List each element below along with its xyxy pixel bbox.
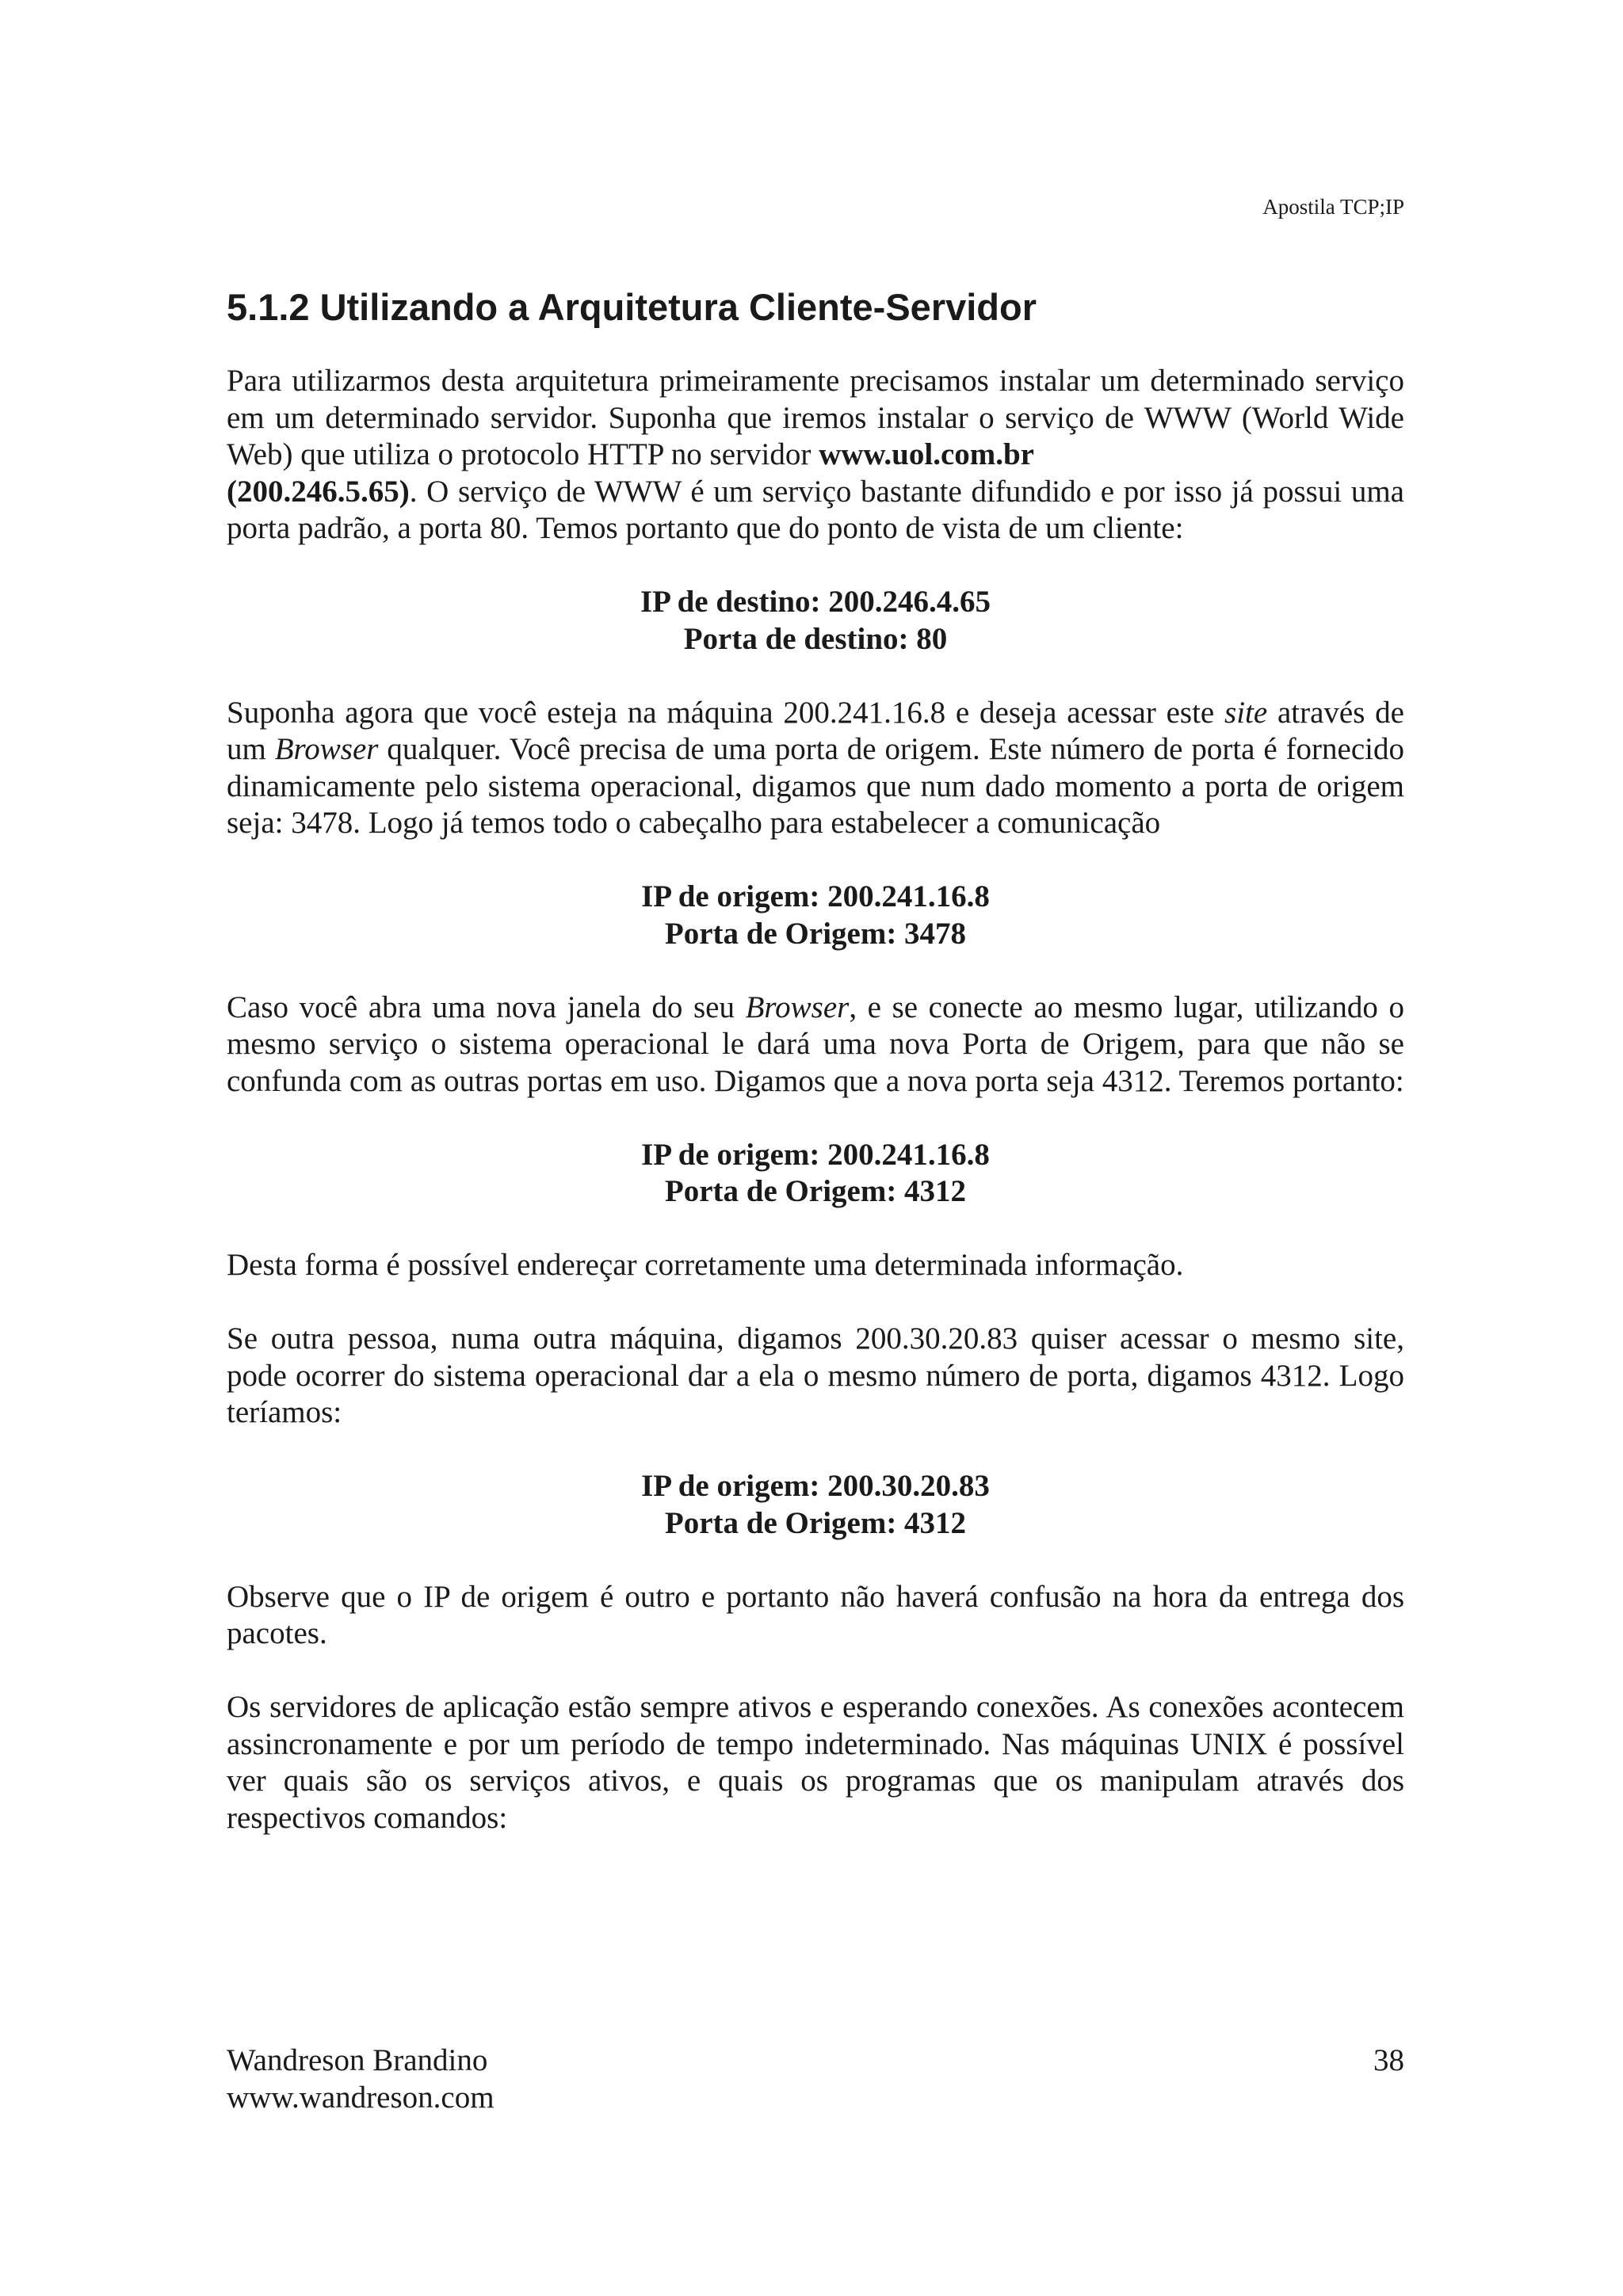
paragraph-servers: Os servidores de aplicação estão sempre ativos e esperando conexões. As conexões acontecem assincronamente e por um período de tempo indeterminado. Nas máquinas UNIX é possível ver quais são os serviços ativos, e quais os programas que os manipulam através dos respectivos comandos: <box>227 1690 1404 1835</box>
origin-ip-3: IP de origem: 200.30.20.83 <box>641 1469 990 1503</box>
site-term: site <box>1224 695 1268 730</box>
server-hostname: www.uol.com.br <box>819 437 1034 471</box>
origin-ip-2: IP de origem: 200.241.16.8 <box>641 1137 990 1172</box>
origin-port-1: Porta de Origem: 3478 <box>664 916 967 951</box>
page-number: 38 <box>1373 2043 1404 2077</box>
paragraph-new-window-text-1: Caso você abra uma nova janela do seu <box>227 990 746 1024</box>
destination-block <box>227 584 1404 658</box>
paragraph-intro-text-2: . O serviço de WWW é um serviço bastante difundido e por isso já possui uma porta padrão, a porta 80. Temos portanto que do ponto de vista de um cliente: <box>227 474 1404 545</box>
paragraph-origin-text-2: através de um <box>227 695 1404 766</box>
paragraph-intro-text-1: Para utilizarmos desta arquitetura primeiramente precisamos instalar um determinado serviço em um determinado servidor. Suponha que iremos instalar o serviço de WWW (World Wide Web) que utiliza o protocolo HTTP no servidor <box>227 364 1404 471</box>
origin-port-2: Porta de Origem: 4312 <box>664 1174 967 1208</box>
paragraph-intro <box>227 363 1404 547</box>
footer-author-block <box>227 2042 495 2116</box>
paragraph-origin-text-1: Suponha agora que você esteja na máquina 200.241.16.8 e deseja acessar este <box>227 695 1225 730</box>
destination-port: Porta de destino: 80 <box>683 621 948 656</box>
footer-author: Wandreson Brandino <box>227 2043 488 2077</box>
origin-block-3 <box>227 1468 1404 1542</box>
paragraph-new-window <box>227 990 1404 1100</box>
paragraph-other-person: Se outra pessoa, numa outra máquina, digamos 200.30.20.83 quiser acessar o mesmo site, pode ocorrer do sistema operacional dar a ela o mesmo número de porta, digamos 4312. Logo teríamos: <box>227 1322 1404 1429</box>
origin-ip-1: IP de origem: 200.241.16.8 <box>641 879 990 913</box>
body-content <box>227 363 1404 1874</box>
browser-term-2: Browser <box>745 990 850 1024</box>
section-title: 5.1.2 Utilizando a Arquitetura Cliente-Servidor <box>227 286 1037 328</box>
running-header: Apostila TCP;IP <box>1262 195 1404 219</box>
paragraph-addressing: Desta forma é possível endereçar corretamente uma determinada informação. <box>227 1248 1184 1282</box>
paragraph-origin-text-3: qualquer. Você precisa de uma porta de origem. Este número de porta é fornecido dinamicamente pelo sistema operacional, digamos que num dado momento a porta de origem seja: 3478. Logo já temos todo o cabeçalho para estabelecer a comunicação <box>227 732 1404 840</box>
browser-term: Browser <box>274 732 379 766</box>
paragraph-origin <box>227 695 1404 842</box>
origin-block-1 <box>227 879 1404 952</box>
server-ip: (200.246.5.65) <box>227 474 410 509</box>
origin-block-2 <box>227 1137 1404 1211</box>
paragraph-new-window-text-2: , e se conecte ao mesmo lugar, utilizando o mesmo serviço o sistema operacional le dará uma nova Porta de Origem, para que não se confunda com as outras portas em uso. Digamos que a nova porta seja 4312. Teremos portanto: <box>227 990 1404 1098</box>
origin-port-3: Porta de Origem: 4312 <box>664 1505 967 1540</box>
paragraph-no-confusion: Observe que o IP de origem é outro e portanto não haverá confusão na hora da entrega dos pacotes. <box>227 1579 1404 1650</box>
destination-ip: IP de destino: 200.246.4.65 <box>640 585 991 619</box>
footer-website: www.wandreson.com <box>227 2080 495 2115</box>
